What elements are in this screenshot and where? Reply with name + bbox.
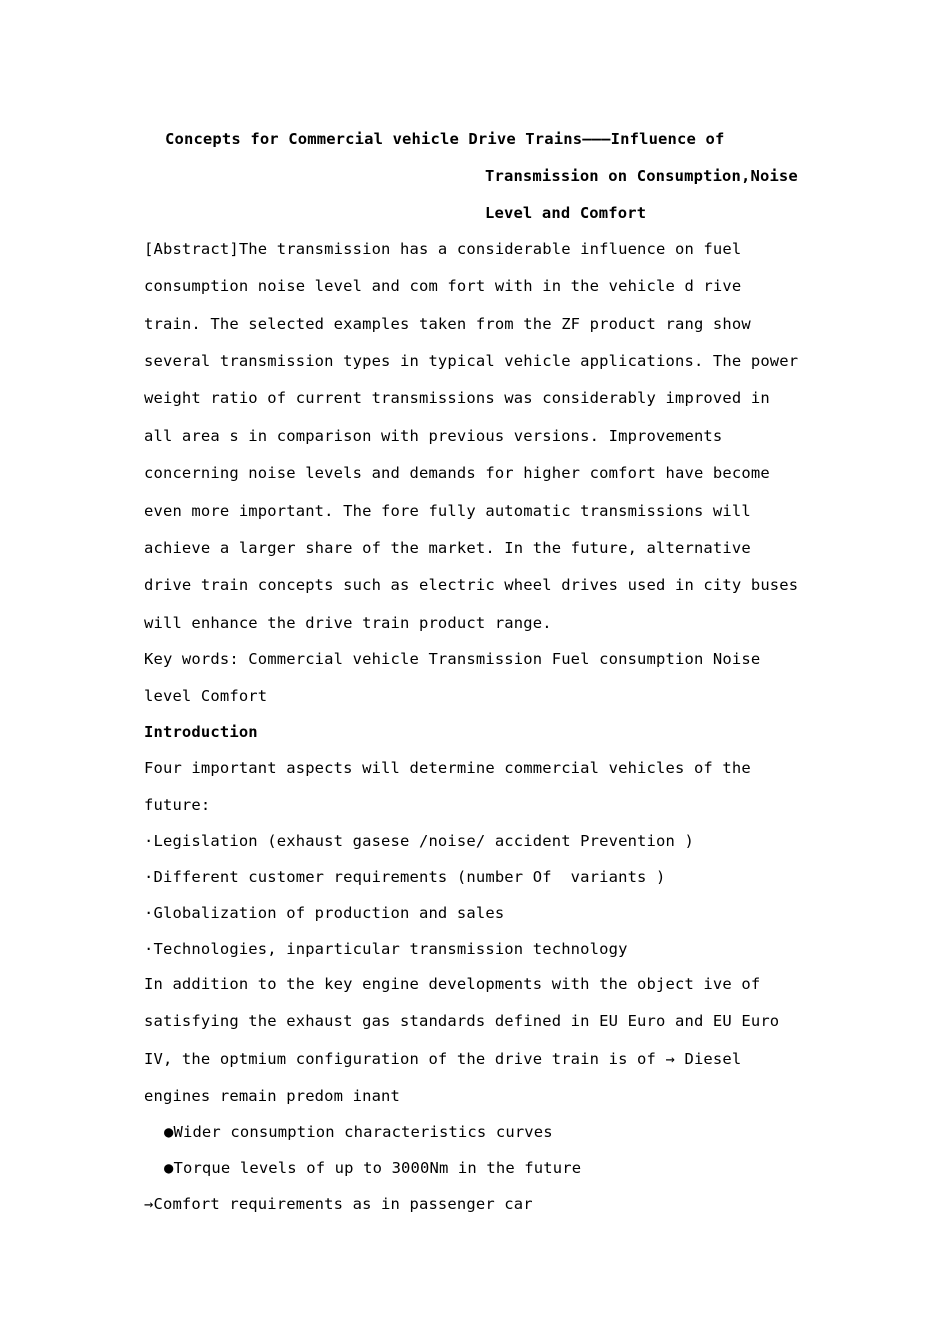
engine-point-item: ●Torque levels of up to 3000Nm in the future [164,1159,582,1177]
abstract-line: train. The selected examples taken from the ZF product rang show [144,315,751,333]
intro-line: Four important aspects will determine commercial vehicles of the [144,759,751,777]
abstract-line: all area s in comparison with previous versions. Improvements [144,427,723,445]
title-line-2: Transmission on Consumption,Noise [485,167,798,185]
keywords-line: level Comfort [144,687,268,705]
aspect-list-item: ·Technologies, inparticular transmission technology [144,940,628,958]
abstract-line: will enhance the drive train product range. [144,614,552,632]
comfort-line: →Comfort requirements as in passenger car [144,1195,533,1213]
engine-point-item: ●Wider consumption characteristics curves [164,1123,553,1141]
title-line-3: Level and Comfort [485,204,647,222]
abstract-line: concerning noise levels and demands for higher comfort have become [144,464,770,482]
keywords-line: Key words: Commercial vehicle Transmission Fuel consumption Noise [144,650,761,668]
abstract-line: even more important. The fore fully automatic transmissions will [144,502,751,520]
aspect-list-item: ·Different customer requirements (number Of variants ) [144,868,666,886]
title-line-1: Concepts for Commercial vehicle Drive Trains———Influence of [165,130,725,148]
abstract-line: consumption noise level and com fort with in the vehicle d rive [144,277,742,295]
abstract-line: several transmission types in typical vehicle applications. The power [144,352,799,370]
abstract-line: [Abstract]The transmission has a considerable influence on fuel [144,240,742,258]
body-line: engines remain predom inant [144,1087,401,1105]
abstract-line: weight ratio of current transmissions was considerably improved in [144,389,770,407]
body-line: In addition to the key engine developments with the object ive of [144,975,761,993]
aspect-list-item: ·Legislation (exhaust gasese /noise/ accident Prevention ) [144,832,694,850]
intro-line: future: [144,796,211,814]
abstract-line: achieve a larger share of the market. In the future, alternative [144,539,751,557]
introduction-heading: Introduction [144,723,258,741]
aspect-list-item: ·Globalization of production and sales [144,904,505,922]
body-line: IV, the optmium configuration of the drive train is of → Diesel [144,1050,742,1068]
abstract-line: drive train concepts such as electric wheel drives used in city buses [144,576,799,594]
body-line: satisfying the exhaust gas standards defined in EU Euro and EU Euro [144,1012,780,1030]
